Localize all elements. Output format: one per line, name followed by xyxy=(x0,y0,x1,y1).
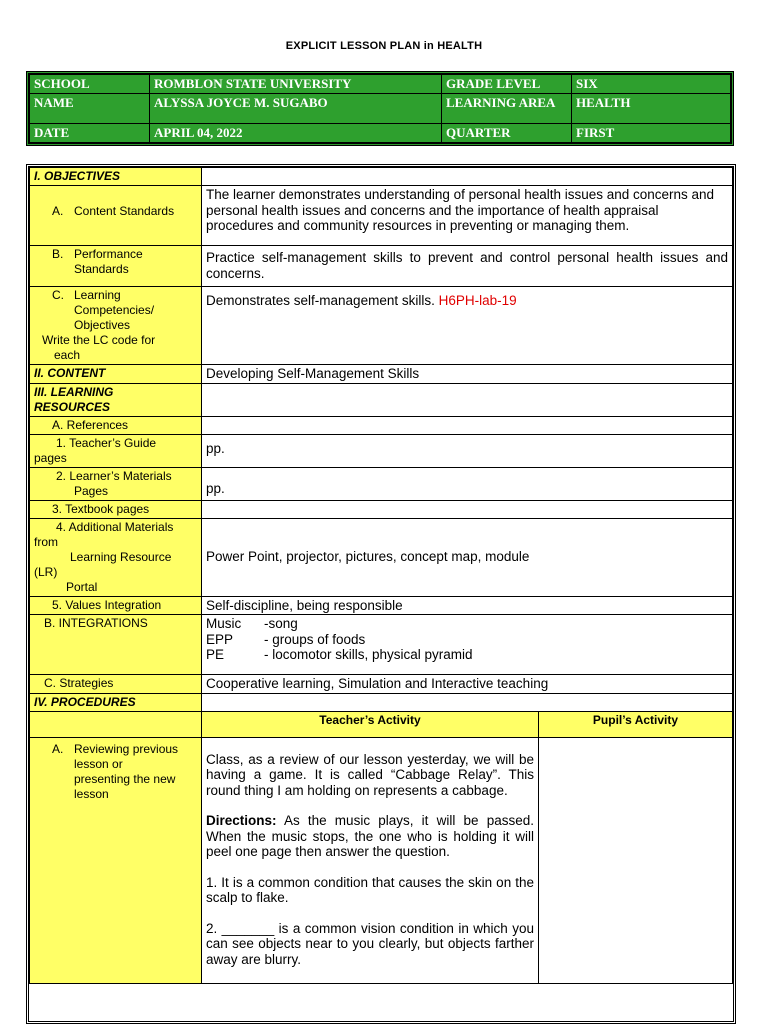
performance-standards-label: B. Performance Standards xyxy=(30,246,202,287)
learners-materials-value: pp. xyxy=(202,467,733,500)
question-1: 1. It is a common condition that causes the skin on the scalp to flake. xyxy=(206,874,534,905)
document-title: EXPLICIT LESSON PLAN in HEALTH xyxy=(285,40,483,52)
lesson-plan-table xyxy=(26,164,736,1024)
activity-header-blank xyxy=(30,711,202,737)
integration-item: EPP - groups of foods xyxy=(206,631,366,647)
objectives-value xyxy=(202,168,733,186)
name-label: NAME xyxy=(30,94,150,124)
school-label: SCHOOL xyxy=(30,75,150,94)
strategies-label: C. Strategies xyxy=(30,675,202,694)
quarter-label: QUARTER xyxy=(442,124,572,143)
grade-level-label: GRADE LEVEL xyxy=(442,75,572,94)
content-value: Developing Self-Management Skills xyxy=(202,365,733,384)
learning-area-value: HEALTH xyxy=(572,94,731,124)
references-value xyxy=(202,416,733,434)
integration-item: PE - locomotor skills, physical pyramid xyxy=(206,647,473,662)
competencies-value: Demonstrates self-management skills. H6PH-lab-19 xyxy=(202,287,733,365)
quarter-value: FIRST xyxy=(572,124,731,143)
question-2: 2. _______ is a common vision condition in which you can see objects near to you clearly, but objects farther away are blurry. xyxy=(206,920,534,967)
additional-materials-value: Power Point, projector, pictures, concept map, module xyxy=(202,518,733,596)
resources-heading: III. LEARNING RESOURCES xyxy=(30,383,202,416)
strategies-value: Cooperative learning, Simulation and Interactive teaching xyxy=(202,675,733,694)
values-integration-label: 5. Values Integration xyxy=(30,596,202,615)
grade-level-value: SIX xyxy=(572,75,731,94)
resources-value xyxy=(202,383,733,416)
references-label: A. References xyxy=(30,416,202,434)
name-value: ALYSSA JOYCE M. SUGABO xyxy=(150,94,442,124)
review-intro: Class, as a review of our lesson yesterday, we will be having a game. It is called “Cabbage Relay”. This round thing I am holding on represents a cabbage. xyxy=(206,751,534,798)
step-a-teacher-activity xyxy=(202,737,539,984)
pupils-activity-header: Pupil’s Activity xyxy=(539,711,733,737)
learning-area-label: LEARNING AREA xyxy=(442,94,572,124)
competencies-label: C. Learning Competencies/ Objectives Write the LC code for each xyxy=(30,287,202,365)
performance-standards-value: Practice self-management skills to prevent and control personal health issues and concerns. xyxy=(202,246,733,287)
date-label: DATE xyxy=(30,124,150,143)
step-a-label: A. Reviewing previous lesson or presenting the new lesson xyxy=(30,737,202,984)
values-integration-value: Self-discipline, being responsible xyxy=(202,596,733,615)
learners-materials-label: 2. Learner’s Materials Pages xyxy=(30,467,202,500)
step-a-pupil-activity xyxy=(539,737,733,984)
procedures-heading: IV. PROCEDURES xyxy=(30,693,202,711)
content-standards-value: The learner demonstrates understanding of personal health issues and concerns and personal health issues and concerns and the importance of health appraisal procedures and community resources in preventing or managing them. xyxy=(202,186,733,246)
teachers-guide-value: pp. xyxy=(202,434,733,467)
integration-item: Music -song xyxy=(206,616,298,631)
integrations-value xyxy=(202,615,733,675)
additional-materials-label: 4. Additional Materials from Learning Resource (LR) Portal xyxy=(30,518,202,596)
teachers-guide-label: 1. Teacher’s Guide pages xyxy=(30,434,202,467)
directions: Directions: As the music plays, it will be passed. When the music stops, the one who is holding it will peel one page then answer the question. xyxy=(206,813,534,859)
integrations-label: B. INTEGRATIONS xyxy=(30,615,202,675)
date-value: APRIL 04, 2022 xyxy=(150,124,442,143)
procedures-value xyxy=(202,693,733,711)
header-table xyxy=(26,71,734,146)
objectives-heading: I. OBJECTIVES xyxy=(30,168,202,186)
teachers-activity-header: Teacher’s Activity xyxy=(202,711,539,737)
content-heading: II. CONTENT xyxy=(30,365,202,384)
lc-code: H6PH-lab-19 xyxy=(438,293,517,308)
textbook-value xyxy=(202,500,733,518)
school-value: ROMBLON STATE UNIVERSITY xyxy=(150,75,442,94)
content-standards-label: A. Content Standards xyxy=(30,186,202,246)
textbook-label: 3. Textbook pages xyxy=(30,500,202,518)
